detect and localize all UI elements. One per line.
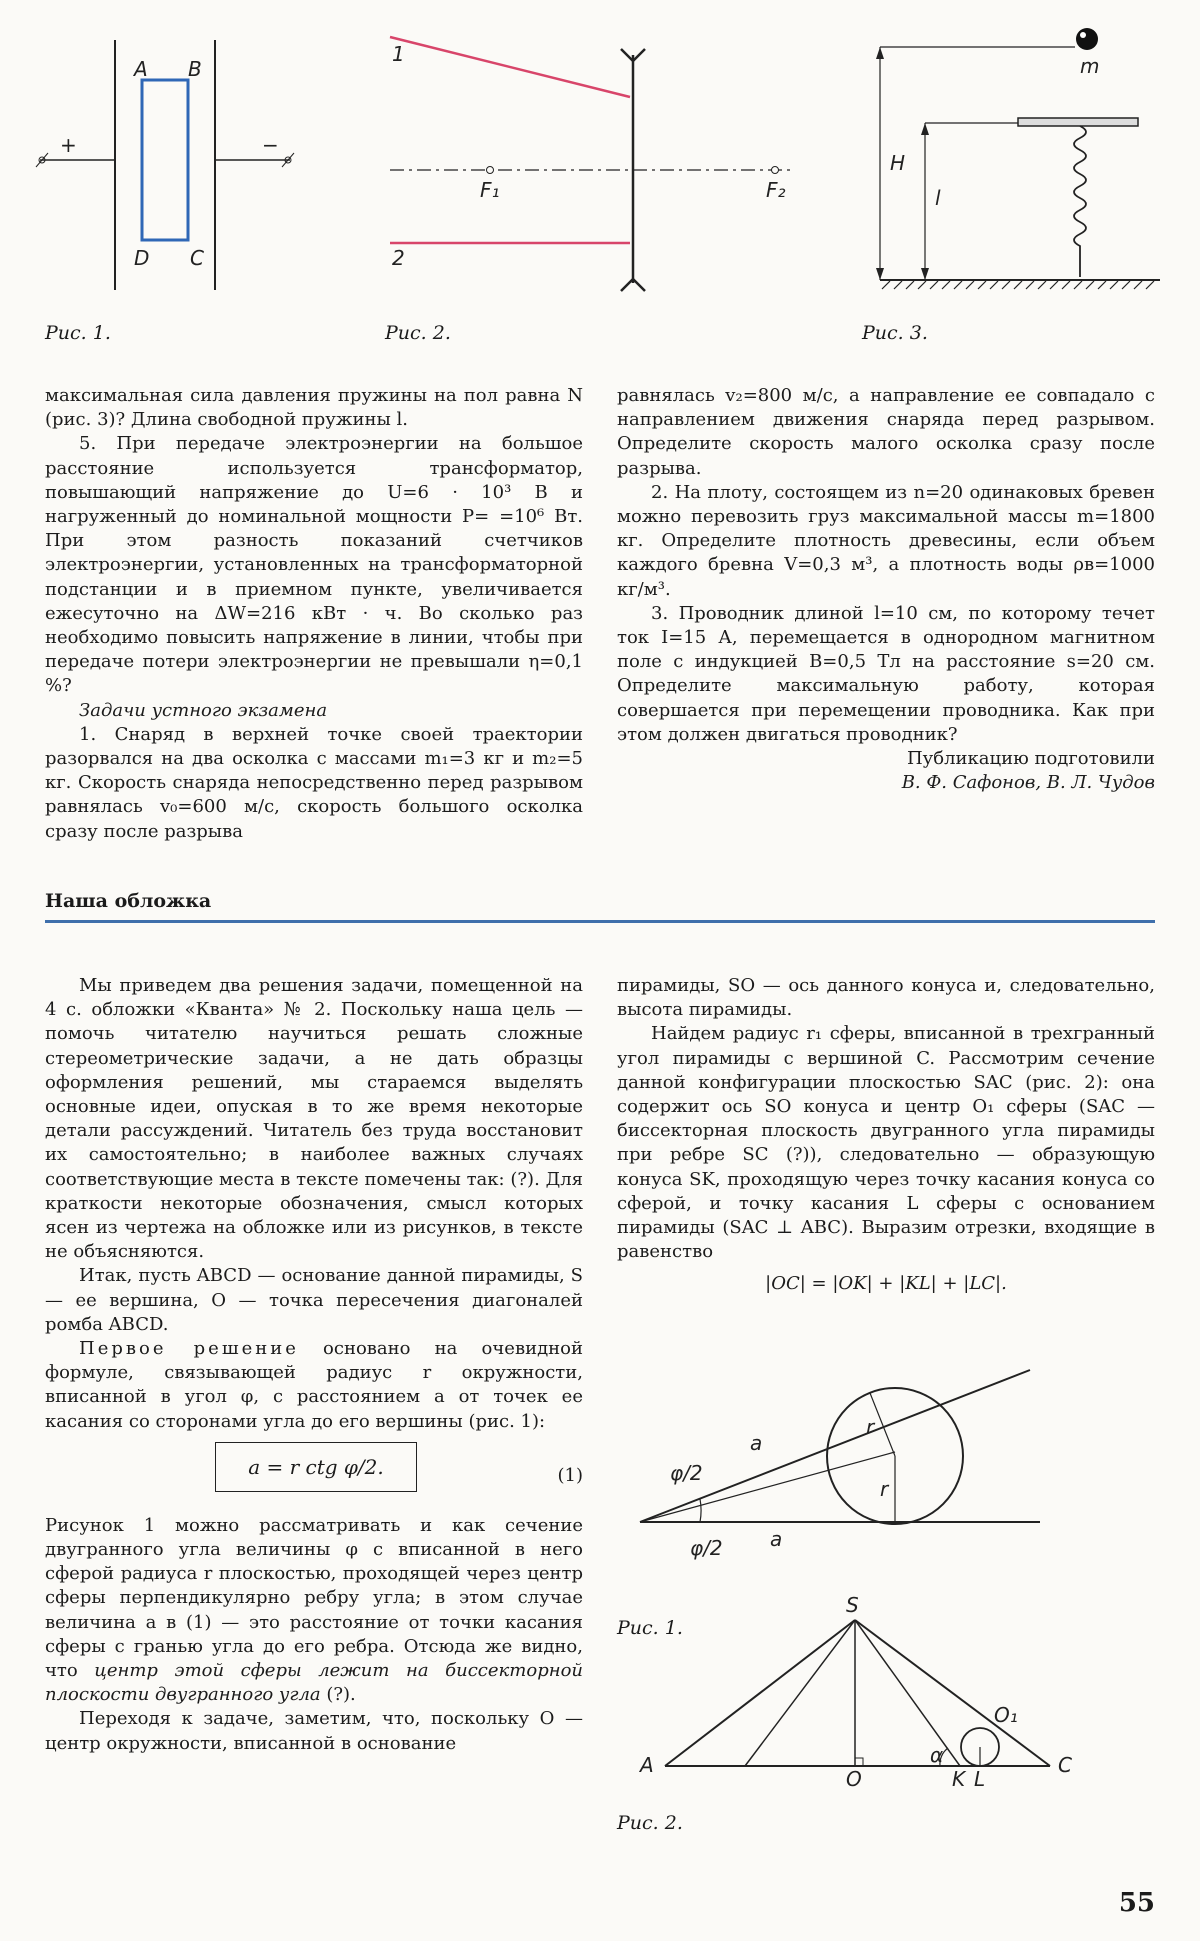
focus-f2: F₂ <box>766 178 786 202</box>
bottom-right-column <box>617 974 1155 1297</box>
label-r1: r <box>866 1415 875 1439</box>
figure-3-spring <box>870 25 1170 305</box>
formula-1 <box>45 1442 583 1508</box>
focus-f1: F₁ <box>480 178 500 202</box>
bottom-left-column <box>45 974 583 1756</box>
label-l: l <box>935 186 941 210</box>
label-phi-top: φ/2 <box>670 1461 703 1485</box>
paragraph: Мы приведем два решения задачи, помещенной на 4 с. обложки «Кванта» № 2. Поскольку наша цель — помочь читателю научиться решать сложные стереометрические задачи, а не дать образцы оформления решений, мы стараемся выделять основные идеи, опуская в то же время некоторые детали рассуждений. Читатель без труда восстановит их самостоятельно; в наиболее важных случаях соответствующие места в тексте помечены так: (?). Для краткости некоторые обозначения, смысл которых ясен из чертежа на обложке или из рисунков, в тексте не объясняются. <box>45 975 583 1263</box>
label-r2: r <box>880 1477 889 1501</box>
label-d: D <box>134 246 150 270</box>
page-number: 55 <box>1118 1888 1155 1918</box>
label-alpha: α <box>930 1743 944 1767</box>
ray-1-label: 1 <box>392 42 405 66</box>
oral-problem-1: 1. Снаряд в верхней точке своей траектории разорвался на два осколка с массами m₁=3 кг и m₂=5 кг. Скорость снаряда непосредственно перед разрывом равнялась v₀=600 м/с, скорость большого осколка сразу после разрыва <box>45 723 583 842</box>
paragraph: равнялась v₂=800 м/с, а направление ее совпадало с направлением движения снаряда перед разрывом. Определите скорость малого осколка сразу после разрыва. <box>617 385 1155 479</box>
label-b: B <box>188 57 202 81</box>
fig1-caption: Рис. 1. <box>45 322 111 344</box>
subheading-oral-exam: Задачи устного экзамена <box>79 699 328 721</box>
bottom-fig1-caption: Рис. 1. <box>617 1617 683 1639</box>
label-O: O <box>846 1767 862 1791</box>
fig3-caption: Рис. 3. <box>862 322 928 344</box>
paragraph: основано на очевидной формуле, связывающей радиус r окружности, вписанной в угол φ, с расстоянием a от точек ее касания со сторонами угла до его вершины (рис. 1): <box>45 1338 583 1432</box>
ray-1 <box>390 37 630 97</box>
frame-abcd <box>142 80 188 240</box>
figure-bottom-1-angle <box>630 1350 1170 1580</box>
paragraph-end: (?). <box>320 1684 356 1706</box>
oral-problem-2: 2. На плоту, состоящем из n=20 одинаковых бревен можно перевозить груз максимальной массы m=1800 кг. Определите плотность древесины, если объем каждого бревна V=0,3 м³, а плотность воды ρв=1000 кг/м³. <box>617 481 1155 600</box>
figure-1-capacitor <box>30 30 300 300</box>
label-minus: − <box>262 133 279 157</box>
emphasis: центр этой сферы лежит на биссекторной плоскости двугранного угла <box>45 1660 584 1706</box>
label-m: m <box>1080 54 1100 78</box>
figure-2-lens <box>380 25 800 305</box>
fig2-caption: Рис. 2. <box>385 322 451 344</box>
oral-problem-3: 3. Проводник длиной l=10 см, по которому течет ток I=15 А, перемещается в однородном магнитном поле с индукцией B=0,5 Тл на расстояние s=20 см. Определите максимальную работу, которая совершается при перемещении проводника. Как при этом должен двигаться проводник? <box>617 602 1155 745</box>
formula-box: a = r ctg φ/2. <box>215 1442 417 1492</box>
label-phi-bottom: φ/2 <box>690 1536 723 1560</box>
top-left-column <box>45 384 583 844</box>
first-solution-label: Первое решение <box>79 1338 299 1360</box>
ray-2-label: 2 <box>392 246 405 270</box>
label-C: C <box>1058 1753 1072 1777</box>
spring <box>1074 126 1086 277</box>
label-H: H <box>890 151 906 175</box>
label-A: A <box>640 1753 654 1777</box>
label-L: L <box>974 1767 986 1791</box>
paragraph: Переходя к задаче, заметим, что, поскольку O — центр окружности, вписанной в основание <box>45 1708 583 1754</box>
label-a-top: a <box>750 1431 763 1455</box>
paragraph: Найдем радиус r₁ сферы, вписанной в трехгранный угол пирамиды с вершиной C. Рассмотрим сечение данной конфигурации плоскостью SAC (рис. 2): она содержит ось SO конуса и центр O₁ сферы (SAC — биссекторная плоскость двугранного угла пирамиды при ребре SC (?)), следовательно — образующую конуса SK, проходящую через точку касания конуса со сферой, и точку касания L сферы с основанием пирамиды (SAC ⊥ ABC). Выразим отрезки, входящие в равенство <box>617 1023 1155 1263</box>
formula-number: (1) <box>557 1464 583 1486</box>
label-O1: O₁ <box>994 1703 1018 1727</box>
label-plus: + <box>60 133 77 157</box>
label-a: A <box>134 57 148 81</box>
label-c: C <box>190 246 204 270</box>
paragraph: Рисунок 1 можно рассматривать и как сечение двугранного угла величины φ с вписанной в него сферой радиуса r плоскостью, проходящей через центр сферы перпендикулярно ребру угла; в этом случае величина a в (1) — это расстояние от точки касания сферы с гранью угла до его ребра. Отсюда же видно, что <box>45 1514 583 1682</box>
ball-m <box>1076 28 1098 50</box>
section-rule <box>45 920 1155 923</box>
equation: |OC| = |OK| + |KL| + |LC|. <box>765 1273 1007 1295</box>
label-a-bottom: a <box>770 1527 783 1551</box>
problem-5: 5. При передаче электроэнергии на большое расстояние используется трансформатор, повышающий напряжение до U=6 · 10³ В и нагруженный до номинальной мощности P= =10⁶ Вт. При этом разность показаний счетчиков электроэнергии, установленных на трансформаторной подстанции и в приемном пункте, увеличивается ежесуточно на ΔW=216 кВт · ч. Во сколько раз необходимо повысить напряжение в линии, чтобы при передаче потери электроэнергии не превышали η=0,1 %? <box>45 433 583 697</box>
label-K: K <box>952 1767 966 1791</box>
figure-bottom-2-section <box>630 1590 1100 1790</box>
paragraph: максимальная сила давления пружины на пол равна N (рис. 3)? Длина свободной пружины l. <box>45 385 583 431</box>
label-S: S <box>846 1593 859 1617</box>
paragraph: пирамиды, SO — ось данного конуса и, следовательно, высота пирамиды. <box>617 975 1155 1021</box>
credits-heading: Публикацию подготовили <box>906 748 1155 770</box>
plate <box>1018 118 1138 126</box>
paragraph: Итак, пусть ABCD — основание данной пирамиды, S — ее вершина, O — точка пересечения диагоналей ромба ABCD. <box>45 1265 583 1335</box>
top-right-column <box>617 384 1155 795</box>
bottom-fig2-caption: Рис. 2. <box>617 1812 683 1834</box>
section-title: Наша обложка <box>45 890 212 912</box>
credits-authors: В. Ф. Сафонов, В. Л. Чудов <box>901 772 1155 794</box>
